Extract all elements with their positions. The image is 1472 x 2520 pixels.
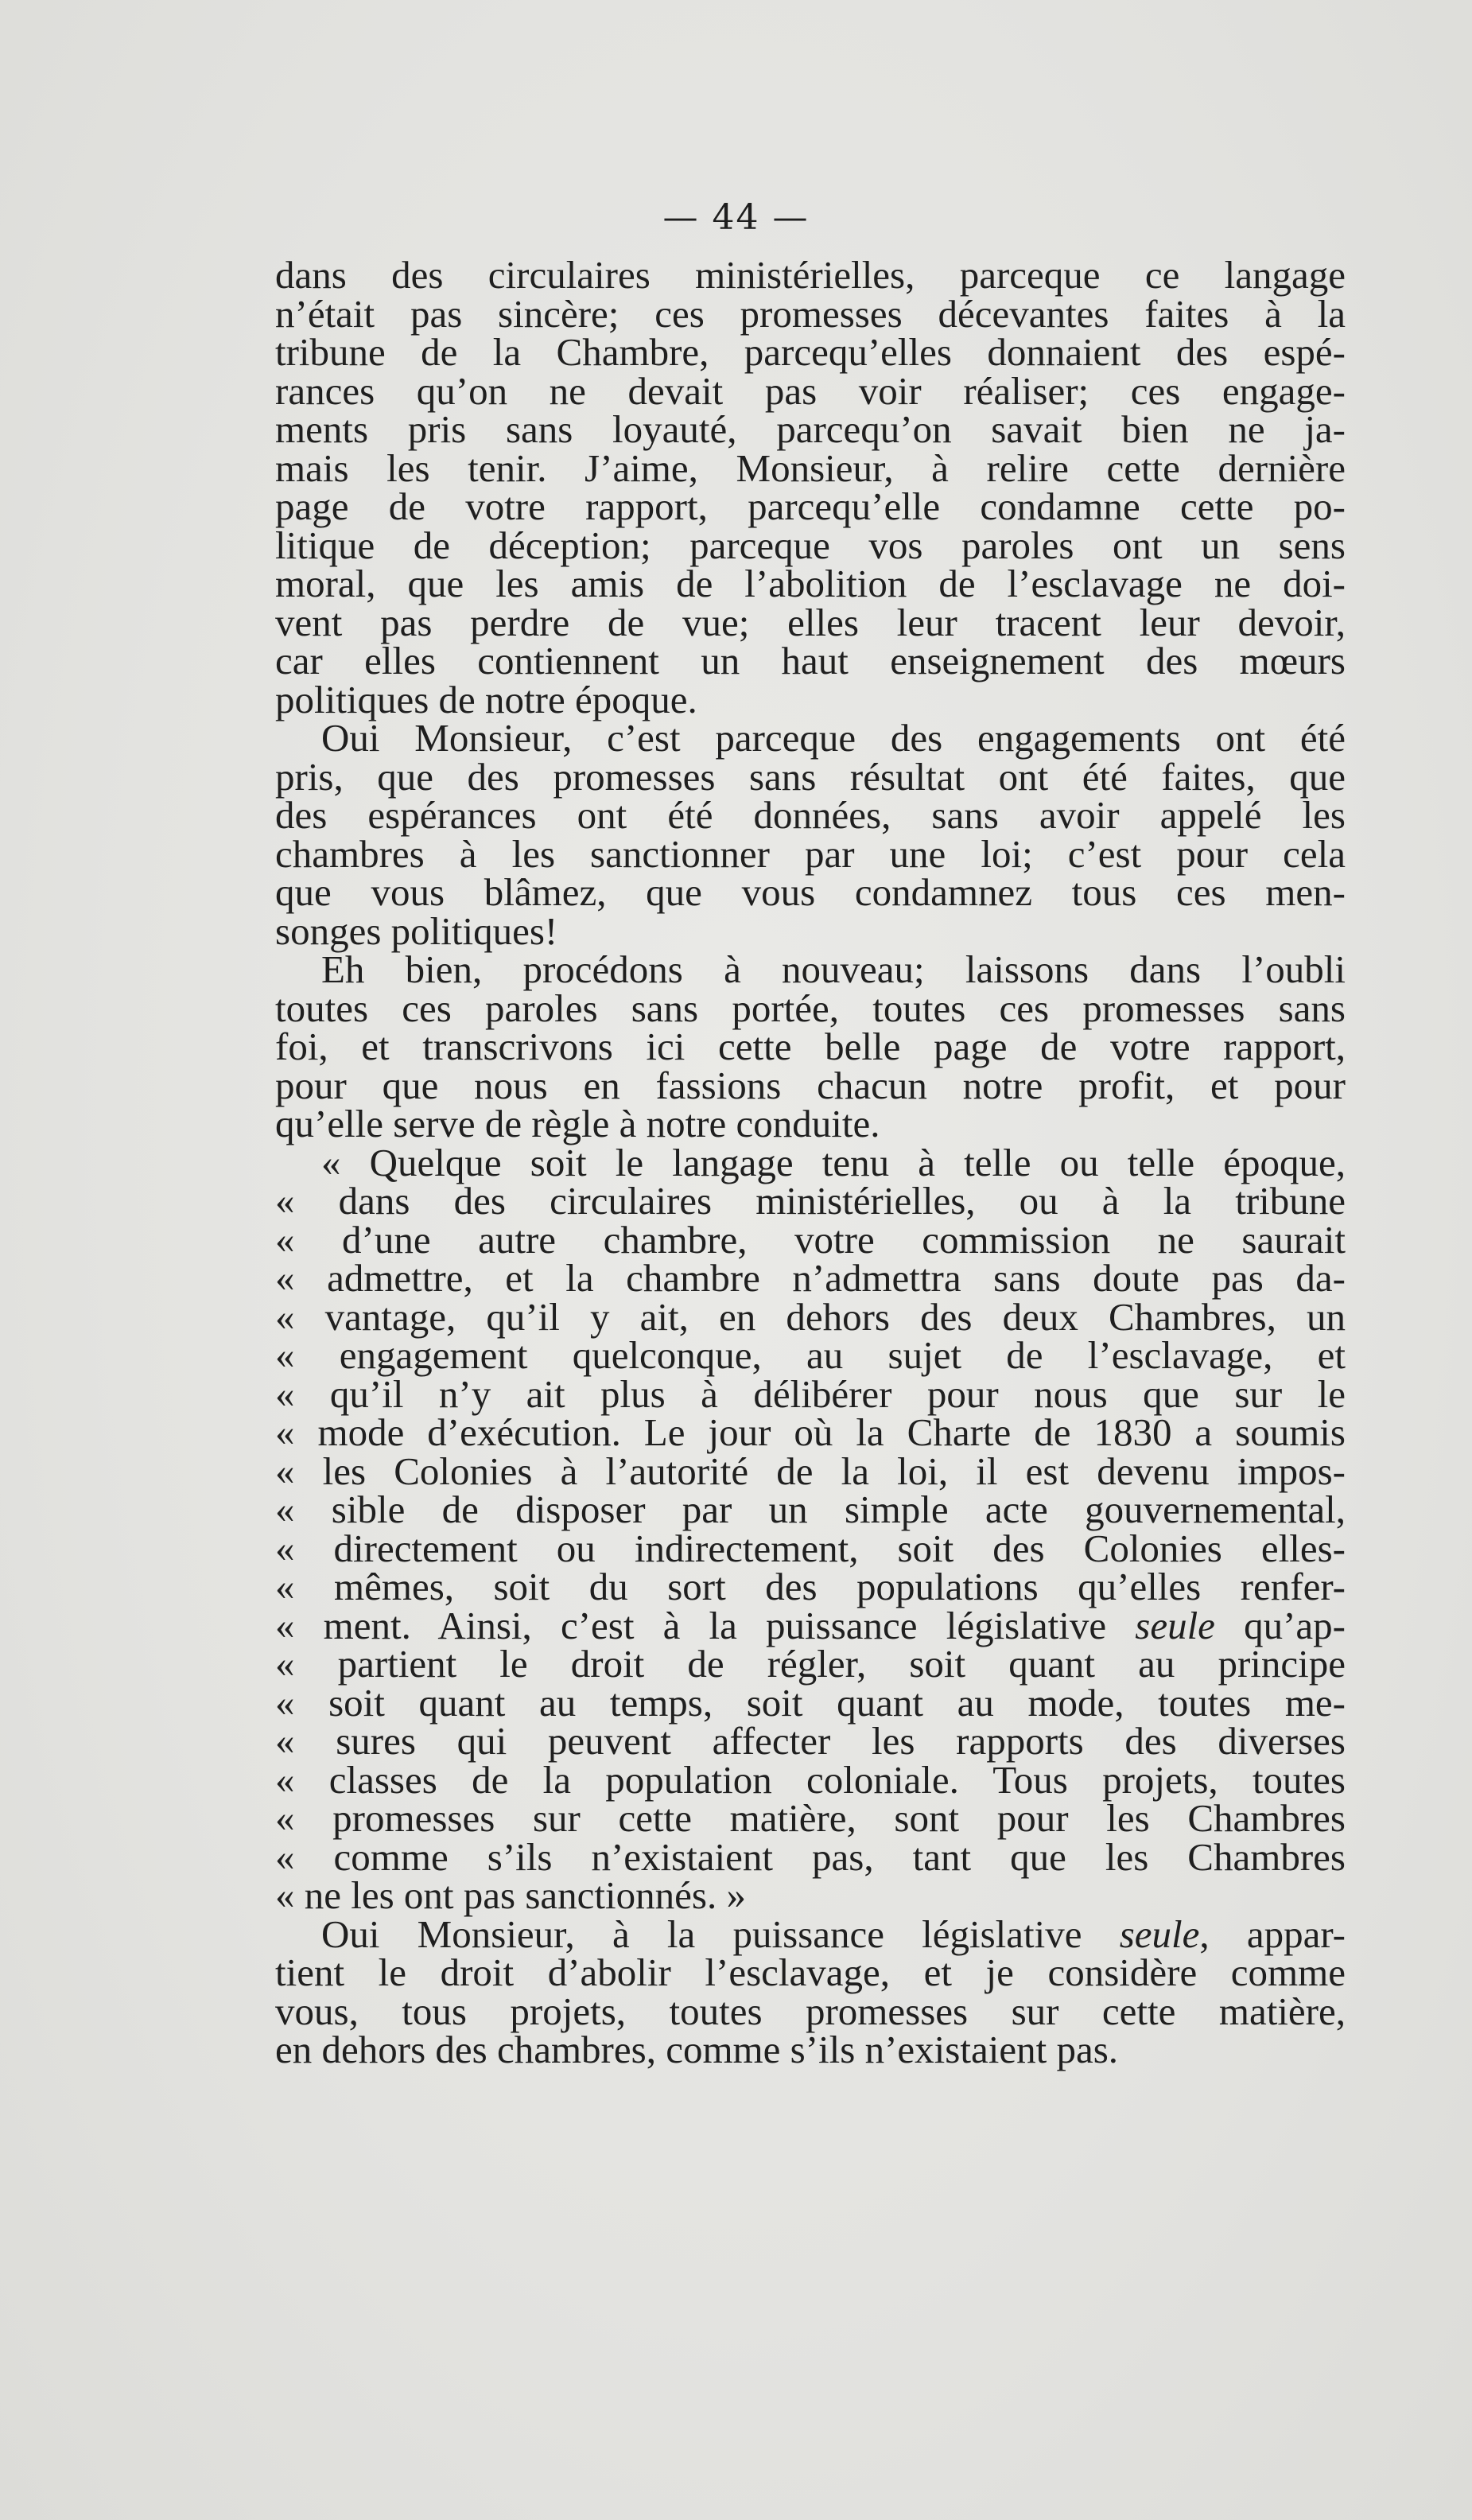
- line-head: Oui Monsieur, à la puissance législative: [321, 1911, 1120, 1956]
- quote-line-head: « ment. Ainsi, c’est à la puissance législative: [275, 1603, 1136, 1647]
- quote-line: « Quelque soit le langage tenu à telle ou telle époque,: [321, 1140, 1346, 1184]
- text-line: toutes ces paroles sans portée, toutes ces promesses sans: [275, 986, 1346, 1030]
- text-line: ments pris sans loyauté, parcequ’on savait bien ne ja-: [275, 407, 1346, 451]
- quote-line: « directement ou indirectement, soit des Colonies elles-: [275, 1526, 1346, 1570]
- text-line: vous, tous projets, toutes promesses sur cette matière,: [275, 1989, 1346, 2033]
- text-line: tribune de la Chambre, parcequ’elles donnaient des espé-: [275, 330, 1346, 374]
- text-line: page de votre rapport, parcequ’elle condamne cette po-: [275, 484, 1346, 528]
- text-line: vent pas perdre de vue; elles leur tracent leur devoir,: [275, 600, 1346, 644]
- italic-word: seule: [1119, 1911, 1200, 1956]
- paragraph-start: [275, 1911, 1346, 1956]
- quote-line-tail: qu’ap-: [1214, 1603, 1346, 1647]
- text-line: qu’elle serve de règle à notre conduite.: [275, 1102, 880, 1145]
- text-line: n’était pas sincère; ces promesses décevantes faites à la: [275, 291, 1346, 336]
- text-line: car elles contiennent un haut enseignement des mœurs: [275, 639, 1346, 682]
- text-line: pour que nous en fassions chacun notre profit, et pour: [275, 1063, 1346, 1107]
- text-line: chambres à les sanctionner par une loi; c’est pour cela: [275, 831, 1346, 876]
- quote-line: « engagement quelconque, au sujet de l’esclavage, et: [275, 1333, 1346, 1377]
- body-text: [275, 253, 1346, 2071]
- text-line: mais les tenir. J’aime, Monsieur, à relire cette dernière: [275, 445, 1346, 490]
- quote-line: [275, 1603, 1346, 1647]
- page-number: — 44 —: [662, 197, 810, 238]
- italic-word: seule: [1135, 1603, 1215, 1647]
- text-line: litique de déception; parceque vos paroles ont un sens: [275, 523, 1346, 567]
- text-line: politiques de notre époque.: [275, 677, 697, 721]
- quote-line: « sible de disposer par un simple acte gouvernemental,: [275, 1488, 1346, 1531]
- text-line: rances qu’on ne devait pas voir réaliser; ces engage-: [275, 368, 1346, 413]
- quote-line: « ne les ont pas sanctionnés. »: [275, 1873, 746, 1917]
- text-line: songes politiques!: [275, 908, 558, 953]
- text-line: moral, que les amis de l’abolition de l’esclavage ne doi-: [275, 562, 1346, 605]
- text-line: tient le droit d’abolir l’esclavage, et je considère comme: [275, 1950, 1346, 1994]
- quote-line: « promesses sur cette matière, sont pour les Chambres: [275, 1796, 1346, 1840]
- paragraph-start: Eh bien, procédons à nouveau; laissons dans l’oubli: [321, 947, 1346, 991]
- quote-line: « qu’il n’y ait plus à délibérer pour nous que sur le: [275, 1371, 1346, 1416]
- quote-line: « vantage, qu’il y ait, en dehors des deux Chambres, un: [275, 1294, 1346, 1339]
- quote-line: « mode d’exécution. Le jour où la Charte de 1830 a soumis: [275, 1410, 1346, 1454]
- quote-line: « mêmes, soit du sort des populations qu’elles renfer-: [275, 1565, 1346, 1608]
- quote-line: « soit quant au temps, soit quant au mode, toutes me-: [275, 1680, 1346, 1725]
- text-line: en dehors des chambres, comme s’ils n’existaient pas.: [275, 2028, 1119, 2071]
- quote-line: « sures qui peuvent affecter les rapports des diverses: [275, 1719, 1346, 1763]
- text-line: que vous blâmez, que vous condamnez tous ces men-: [275, 870, 1346, 914]
- quote-line: « d’une autre chambre, votre commission ne saurait: [275, 1217, 1346, 1262]
- quote-line: « comme s’ils n’existaient pas, tant que les Chambres: [275, 1834, 1346, 1879]
- line-tail: , appar-: [1199, 1911, 1346, 1956]
- quote-line: « partient le droit de régler, soit quant au principe: [275, 1642, 1346, 1686]
- quote-line: « admettre, et la chambre n’admettra sans doute pas da-: [275, 1256, 1346, 1300]
- paragraph-start: Oui Monsieur, c’est parceque des engagements ont été: [321, 716, 1346, 760]
- text-line: pris, que des promesses sans résultat ont été faites, que: [275, 754, 1346, 799]
- quote-line: « les Colonies à l’autorité de la loi, il est devenu impos-: [275, 1449, 1346, 1493]
- text-line: foi, et transcrivons ici cette belle page de votre rapport,: [275, 1025, 1346, 1068]
- quote-line: « dans des circulaires ministérielles, ou à la tribune: [275, 1179, 1346, 1223]
- text-line: des espérances ont été données, sans avoir appelé les: [275, 793, 1346, 837]
- quote-line: « classes de la population coloniale. Tous projets, toutes: [275, 1757, 1346, 1802]
- text-line: dans des circulaires ministérielles, parceque ce langage: [275, 253, 1346, 297]
